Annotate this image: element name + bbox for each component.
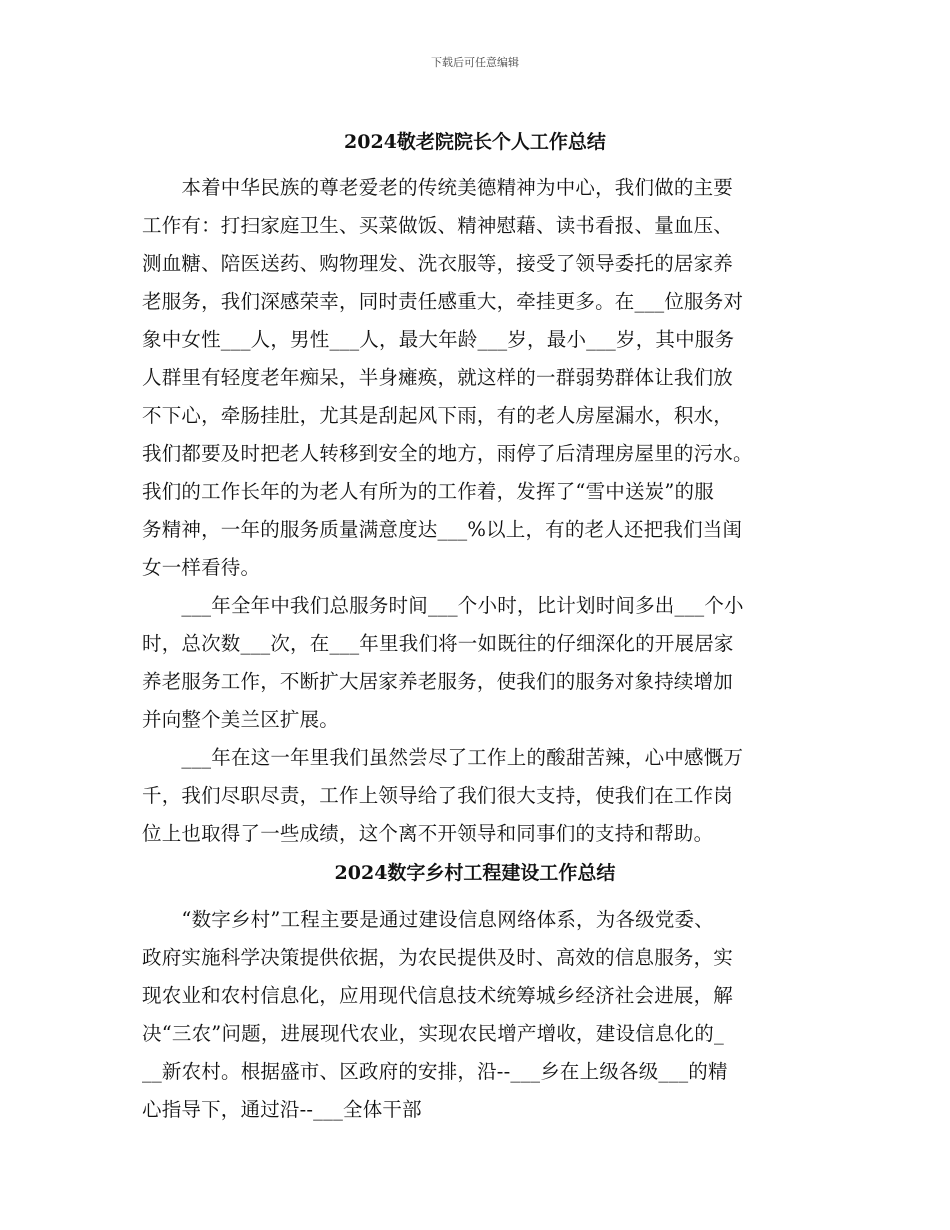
paragraph-line: 位上也取得了一些成绩，这个离不开领导和同事们的支持和帮助。 bbox=[142, 822, 714, 845]
paragraph-line: 本着中华民族的尊老爱老的传统美德精神为中心，我们做的主要 bbox=[142, 176, 734, 199]
paragraph-line: 人群里有轻度老年痴呆，半身瘫痪，就这样的一群弱势群体让我们放 bbox=[142, 366, 734, 389]
paragraph-line: 不下心，牵肠挂肚，尤其是刮起风下雨，有的老人房屋漏水，积水， bbox=[142, 404, 734, 427]
paragraph-line: 决“三农”问题，进展现代农业，实现农民增产增收，建设信息化的_ bbox=[142, 1022, 724, 1045]
paragraph-line: 时，总次数___次，在___年里我们将一如既往的仔细深化的开展居家 bbox=[142, 632, 734, 655]
paragraph-line: 务精神，一年的服务质量满意度达___%以上，有的老人还把我们当闺 bbox=[142, 518, 743, 541]
paragraph-line: 象中女性___人，男性___人，最大年龄___岁，最小___岁，其中服务 bbox=[142, 328, 735, 351]
paragraph-line: 老服务，我们深感荣幸，同时责任感重大，牵挂更多。在___位服务对 bbox=[142, 290, 744, 313]
paragraph-line: 我们都要及时把老人转移到安全的地方，雨停了后清理房屋里的污水。 bbox=[142, 442, 753, 465]
paragraph-line: 测血糖、陪医送药、购物理发、洗衣服等，接受了领导委托的居家养 bbox=[142, 252, 734, 275]
paragraph-line: 政府实施科学决策提供依据，为农民提供及时、高效的信息服务，实 bbox=[142, 946, 734, 969]
paragraph-line: 养老服务工作，不断扩大居家养老服务，使我们的服务对象持续增加 bbox=[142, 670, 734, 693]
paragraph-line: 我们的工作长年的为老人有所为的工作着，发挥了“雪中送炭”的服 bbox=[142, 480, 714, 503]
header-note: 下载后可任意编辑 bbox=[431, 56, 519, 69]
paragraph-line: 现农业和农村信息化，应用现代信息技术统筹城乡经济社会进展，解 bbox=[142, 984, 734, 1007]
paragraph-line: 心指导下，通过沿--___全体干部 bbox=[142, 1098, 422, 1121]
paragraph-line: 并向整个美兰区扩展。 bbox=[142, 708, 340, 731]
paragraph-line: ___年全年中我们总服务时间___个小时，比计划时间多出___个小 bbox=[142, 594, 744, 617]
section-title-2: 2024数字乡村工程建设工作总结 bbox=[334, 862, 616, 884]
paragraph-line: “数字乡村”工程主要是通过建设信息网络体系，为各级党委、 bbox=[142, 908, 714, 931]
section-title-1: 2024敬老院院长个人工作总结 bbox=[344, 131, 606, 153]
paragraph-line: 女一样看待。 bbox=[142, 556, 261, 579]
paragraph-line: 工作有：打扫家庭卫生、买菜做饭、精神慰藉、读书看报、量血压、 bbox=[142, 214, 734, 237]
paragraph-line: ___年在这一年里我们虽然尝尽了工作上的酸甜苦辣，心中感慨万 bbox=[142, 746, 744, 769]
paragraph-line: 千，我们尽职尽责，工作上领导给了我们很大支持，使我们在工作岗 bbox=[142, 784, 734, 807]
paragraph-line: __新农村。根据盛市、区政府的安排，沿--___乡在上级各级___的精 bbox=[142, 1060, 728, 1083]
